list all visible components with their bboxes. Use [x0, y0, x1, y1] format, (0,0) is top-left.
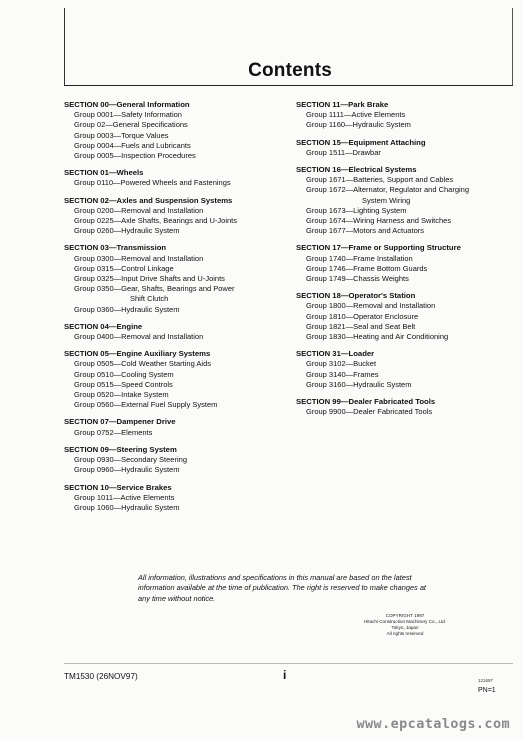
group-entry[interactable]: Group 3102—Bucket [306, 359, 377, 369]
group-entry[interactable]: Group 0930—Secondary Steering [74, 455, 187, 465]
group-entry[interactable]: Group 0110—Powered Wheels and Fastenings [74, 178, 231, 188]
header-rule-right [512, 8, 513, 86]
group-entry[interactable]: Group 0960—Hydraulic System [74, 465, 180, 475]
group-entry[interactable]: Group 1511—Drawbar [306, 147, 381, 157]
group-entry[interactable]: Group 1821—Seal and Seat Belt [306, 321, 416, 331]
contents-section [296, 397, 506, 417]
contents-section [296, 138, 506, 158]
group-entry[interactable]: Group 1011—Active Elements [74, 492, 175, 502]
group-entry[interactable]: Group 0200—Removal and Installation [74, 205, 204, 215]
group-entry[interactable]: Group 0560—External Fuel Supply System [74, 400, 218, 410]
group-entry[interactable]: Group 0360—Hydraulic System [74, 304, 180, 314]
group-entry[interactable]: Group 1672—Alternator, Regulator and Charging [306, 185, 470, 195]
contents-section [64, 417, 294, 437]
section-title[interactable]: SECTION 15—Equipment Attaching [296, 137, 426, 147]
group-entry[interactable]: Group 1674—Wiring Harness and Switches [306, 216, 452, 226]
contents-section [64, 483, 294, 514]
section-title[interactable]: SECTION 10—Service Brakes [64, 482, 172, 492]
group-entry[interactable]: Group 0752—Elements [74, 427, 153, 437]
contents-section [64, 168, 294, 188]
copyright-line: COPYRIGHT 1997 [385, 613, 425, 618]
contents-section [64, 349, 294, 410]
contents-section [296, 100, 506, 131]
group-entry[interactable]: Group 1746—Frame Bottom Guards [306, 263, 428, 273]
section-title[interactable]: SECTION 99—Dealer Fabricated Tools [296, 397, 436, 407]
edge-thumb-tab [517, 96, 523, 108]
group-entry[interactable]: Group 3160—Hydraulic System [306, 379, 412, 389]
group-entry[interactable]: Group 0520—Intake System [74, 390, 169, 400]
group-entry[interactable]: Group 0515—Speed Controls [74, 379, 173, 389]
disclaimer-note: All information, illustrations and specifications in this manual are based on the latest information available at the time of publication. The right is reserved to make changes at any time without notice. [138, 573, 426, 603]
section-title[interactable]: SECTION 11—Park Brake [296, 100, 389, 109]
contents-section [296, 349, 506, 390]
section-title[interactable]: SECTION 09—Steering System [64, 444, 177, 454]
section-title[interactable]: SECTION 02—Axles and Suspension Systems [64, 195, 233, 205]
contents-right-column [296, 100, 506, 424]
contents-left-column [64, 100, 294, 520]
group-entry-continuation[interactable]: System Wiring [362, 195, 411, 205]
section-title[interactable]: SECTION 07—Dampener Drive [64, 417, 176, 427]
group-entry[interactable]: Group 1800—Removal and Installation [306, 301, 436, 311]
group-entry[interactable]: Group 0510—Cooling System [74, 369, 174, 379]
group-entry[interactable]: Group 0001—Safety Information [74, 110, 182, 120]
contents-section [64, 243, 294, 314]
footer-divider [64, 663, 513, 664]
group-entry[interactable]: Group 0225—Axle Shafts, Bearings and U-Joints [74, 216, 238, 226]
contents-section [64, 100, 294, 161]
contents-section [64, 322, 294, 342]
group-entry[interactable]: Group 0505—Cold Weather Starting Aids [74, 359, 212, 369]
group-entry[interactable]: Group 0315—Control Linkage [74, 263, 174, 273]
group-entry[interactable]: Group 0004—Fuels and Lubricants [74, 140, 191, 150]
group-entry[interactable]: Group 0260—Hydraulic System [74, 226, 180, 236]
group-entry[interactable]: Group 0400—Removal and Installation [74, 332, 204, 342]
group-entry[interactable]: Group 0325—Input Drive Shafts and U-Joints [74, 274, 225, 284]
section-title[interactable]: SECTION 04—Engine [64, 321, 143, 331]
group-entry[interactable]: Group 1830—Heating and Air Conditioning [306, 332, 449, 342]
page-label: PN=1 [478, 687, 496, 694]
group-entry[interactable]: Group 02—General Specifications [74, 120, 188, 130]
footer-code: 121697 [478, 678, 494, 683]
section-title[interactable]: SECTION 18—Operator's Station [296, 291, 416, 301]
group-entry[interactable]: Group 3140—Frames [306, 369, 379, 379]
page-number: i [283, 668, 287, 682]
copyright-line: All rights reserved [386, 631, 424, 636]
group-entry[interactable]: Group 1740—Frame Installation [306, 253, 413, 263]
group-entry[interactable]: Group 0300—Removal and Installation [74, 253, 204, 263]
page-title: Contents [248, 60, 332, 81]
group-entry[interactable]: Group 1160—Hydraulic System [306, 120, 411, 130]
group-entry[interactable]: Group 1673—Lighting System [306, 205, 407, 215]
group-entry[interactable]: Group 1060—Hydraulic System [74, 502, 180, 512]
header-divider [64, 85, 513, 86]
group-entry[interactable]: Group 1677—Motors and Actuators [306, 226, 424, 236]
section-title[interactable]: SECTION 31—Loader [296, 349, 375, 359]
contents-section [64, 196, 294, 237]
group-entry[interactable]: Group 0350—Gear, Shafts, Bearings and Power [74, 284, 235, 294]
contents-section [296, 291, 506, 342]
contents-section [296, 165, 506, 236]
section-title[interactable]: SECTION 01—Wheels [64, 168, 144, 178]
group-entry[interactable]: Group 1671—Batteries, Support and Cables [306, 175, 454, 185]
section-title[interactable]: SECTION 16—Electrical Systems [296, 165, 417, 175]
manual-id: TM1530 (26NOV97) [64, 672, 138, 681]
watermark-url[interactable]: www.epcatalogs.com [356, 716, 510, 732]
copyright-line: Hitachi Construction Machinery Co., Ltd. [363, 619, 447, 624]
contents-section [296, 243, 506, 284]
section-title[interactable]: SECTION 03—Transmission [64, 243, 167, 253]
group-entry[interactable]: Group 1749—Chassis Weights [306, 274, 409, 284]
group-entry[interactable]: Group 0005—Inspection Procedures [74, 151, 196, 161]
group-entry[interactable]: Group 1111—Active Elements [306, 110, 406, 120]
copyright-block [345, 613, 465, 637]
group-entry[interactable]: Group 0003—Torque Values [74, 130, 169, 140]
group-entry-continuation[interactable]: Shift Clutch [130, 294, 169, 304]
copyright-line: Tokyo, Japan [391, 625, 419, 630]
section-title[interactable]: SECTION 00—General Information [64, 100, 190, 109]
group-entry[interactable]: Group 9900—Dealer Fabricated Tools [306, 407, 433, 417]
section-title[interactable]: SECTION 05—Engine Auxiliary Systems [64, 349, 211, 359]
contents-section [64, 445, 294, 476]
group-entry[interactable]: Group 1810—Operator Enclosure [306, 311, 419, 321]
section-title[interactable]: SECTION 17—Frame or Supporting Structure [296, 243, 461, 253]
